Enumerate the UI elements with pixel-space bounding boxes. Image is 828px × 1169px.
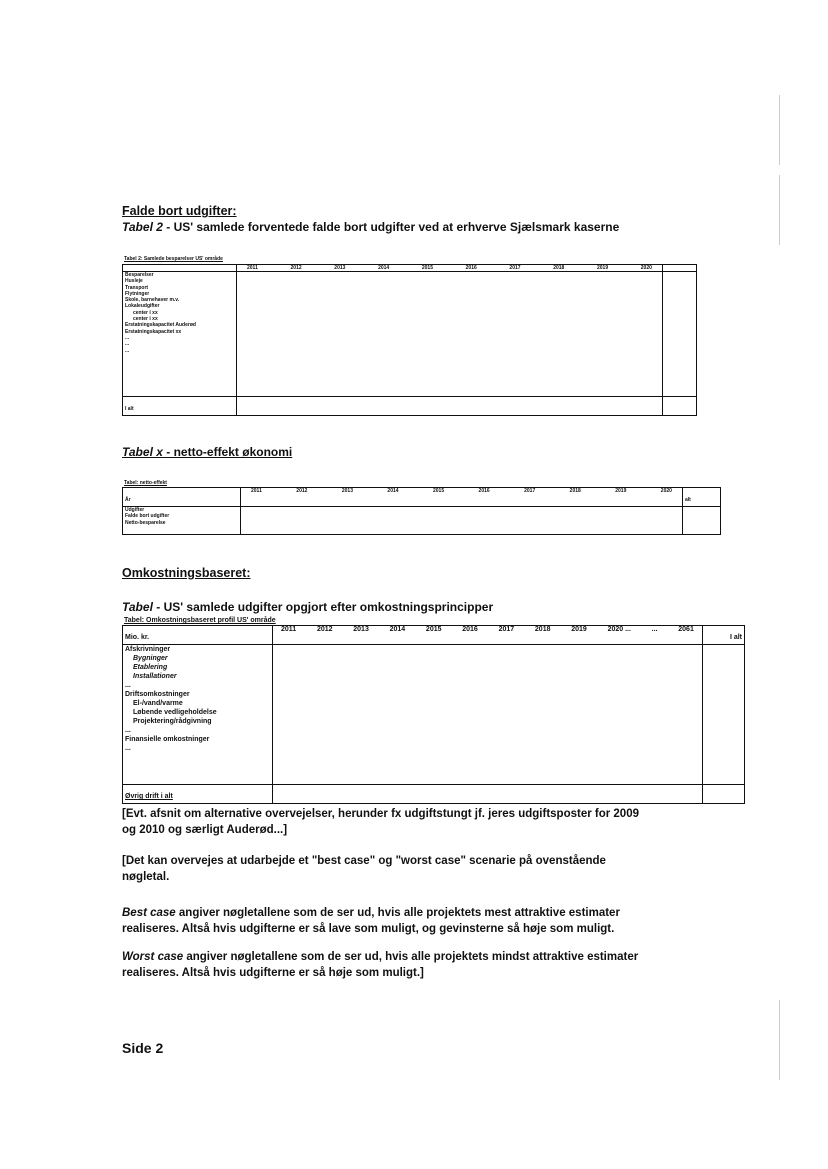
table-omkostningsbaseret — [122, 625, 745, 804]
year-header: 2019 — [615, 488, 627, 494]
caption-text: - US' samlede udgifter opgjort efter omkostningsprincipper — [152, 600, 494, 614]
row-label: Erstatningskapacitet xx — [125, 328, 182, 335]
paragraph-alternative: [Evt. afsnit om alternative overvejelser, herunder fx udgiftstungt jf. jeres udgiftsposter for 2009 og 2010 og særligt Auderød...] — [122, 808, 639, 836]
row-label: Flytninger — [125, 290, 150, 297]
years-header — [241, 488, 683, 507]
data-area — [241, 507, 683, 535]
year-header: 2013 — [353, 626, 369, 633]
row-label: Driftsomkostninger — [125, 691, 190, 698]
row-label: ... — [125, 334, 130, 341]
row-label: Etablering — [133, 664, 168, 671]
data-area — [237, 272, 663, 397]
footer-row-label: Øvrig drift i alt — [123, 785, 273, 804]
scan-edge-line — [779, 1000, 780, 1080]
caption-label: Tabel — [122, 600, 153, 614]
first-col-header: Mio. kr. — [123, 626, 273, 645]
year-header: 2011 — [247, 265, 258, 271]
best-case-label: Best case — [122, 907, 176, 919]
total-header: alt — [683, 488, 721, 507]
year-header: 2016 — [462, 626, 478, 633]
paragraph-scenarie: [Det kan overvejes at udarbejde et "best case" og "worst case" scenarie på ovenstående nøgletal. — [122, 855, 606, 883]
total-row-values — [237, 397, 663, 416]
year-header: 2015 — [432, 488, 445, 494]
table-netto-effekt — [122, 487, 721, 535]
years-header — [237, 265, 663, 272]
years-header — [273, 626, 703, 645]
header-cell — [123, 265, 237, 272]
total-column — [663, 272, 697, 397]
row-label: center i xx — [133, 316, 158, 323]
data-area — [273, 645, 703, 785]
year-header: 2016 — [465, 265, 477, 271]
row-label: center i xx — [133, 309, 158, 316]
total-header — [663, 265, 697, 272]
section-heading-falde-bort: Falde bort udgifter: — [122, 204, 237, 218]
year-header: 2018 — [534, 626, 551, 633]
year-header: 2012 — [290, 265, 302, 271]
table-falde-bort — [122, 264, 697, 416]
year-header: 2017 — [509, 265, 521, 271]
year-header: 2013 — [341, 488, 353, 494]
paragraph-best-case — [122, 905, 647, 937]
row-label: Skole, barnehaver m.v. — [125, 297, 180, 304]
year-header: 2017 — [498, 626, 515, 633]
row-label: ... — [125, 727, 131, 734]
year-header: 2014 — [389, 626, 406, 633]
year-header: 2014 — [378, 265, 390, 271]
row-label: Afskrivninger — [125, 646, 171, 653]
year-header: 2019 — [596, 265, 609, 271]
row-label: El-/vand/varme — [133, 700, 183, 707]
year-header: 2012 — [296, 488, 308, 494]
scan-edge-line — [779, 175, 780, 245]
total-header: I alt — [703, 626, 745, 645]
row-labels — [123, 272, 237, 397]
row-label: ... — [125, 347, 130, 354]
table-caption-2 — [122, 445, 292, 459]
year-header: 2014 — [387, 488, 399, 494]
row-label: Finansielle omkostninger — [125, 736, 210, 743]
year-header: 2012 — [316, 626, 333, 633]
year-header: 2013 — [334, 265, 346, 271]
worst-case-label: Worst case — [122, 951, 184, 963]
row-label: ... — [125, 341, 130, 348]
table-title: Tabel: Omkostningsbaseret profil US' område — [124, 617, 276, 624]
year-header: 2061 — [678, 626, 694, 633]
year-header: 2017 — [524, 488, 536, 494]
best-case-text: angiver nøgletallene som de ser ud, hvis alle projektets mest attraktive estimater realiseres. Altså hvis udgifterne er så lave som muligt, og gevinsterne så høje som muligt. — [122, 907, 620, 935]
row-label: Udgifter — [125, 507, 145, 513]
section-heading-omkostningsbaseret: Omkostningsbaseret: — [122, 566, 251, 580]
year-header: 2011 — [281, 626, 297, 633]
row-label: ... — [125, 682, 131, 689]
year-header: 2019 — [571, 626, 587, 633]
row-label: Transport — [125, 284, 149, 291]
year-header: 2020 ... — [607, 626, 631, 633]
caption-label: Tabel x — [122, 445, 163, 459]
year-header: 2015 — [425, 626, 442, 633]
total-column — [683, 507, 721, 535]
year-header: 2020 — [660, 488, 672, 494]
row-labels — [123, 507, 241, 535]
row-label: Installationer — [133, 673, 177, 680]
year-header: 2018 — [569, 488, 581, 494]
table-title: Tabel: netto-effekt — [124, 480, 167, 486]
first-col-header: År — [123, 488, 241, 507]
caption-text: - netto-effekt økonomi — [162, 445, 293, 459]
year-header: ... — [651, 626, 658, 633]
row-label: Netto-besparelse — [125, 519, 166, 526]
table-caption-1 — [122, 220, 762, 234]
total-row-sum — [663, 397, 697, 416]
total-row-label: I alt — [123, 397, 237, 416]
row-label: Besparelser — [125, 272, 154, 278]
row-label: ... — [125, 745, 131, 752]
row-label: Erstatningskapacitet Auderød — [125, 322, 196, 329]
row-label: Husleje — [125, 278, 143, 285]
caption-label: Tabel 2 — [122, 220, 163, 234]
footer-row-sum — [703, 785, 745, 804]
paragraph-worst-case — [122, 949, 647, 981]
table-caption-3 — [122, 600, 762, 614]
scan-edge-line — [779, 95, 780, 165]
total-column — [703, 645, 745, 785]
table-title: Tabel 2: Samlede besparelser US' område — [124, 256, 223, 262]
page-number: Side 2 — [122, 1040, 164, 1056]
row-label: Falde bort udgifter — [125, 513, 170, 520]
year-header: 2011 — [251, 488, 262, 494]
year-header: 2015 — [421, 265, 433, 271]
row-label: Bygninger — [133, 655, 168, 662]
row-label: Lokaleudgifter — [125, 303, 160, 310]
year-header: 2018 — [553, 265, 565, 271]
caption-text: - US' samlede forventede falde bort udgifter ved at erhverve Sjælsmark kaserne — [162, 220, 620, 234]
row-labels — [123, 645, 273, 785]
row-label: Projektering/rådgivning — [133, 718, 212, 725]
year-header: 2020 — [640, 265, 652, 271]
worst-case-text: angiver nøgletallene som de ser ud, hvis alle projektets mindst attraktive estimater realiseres. Altså hvis udgifterne er så høje som muligt.] — [122, 951, 639, 979]
footer-row-values — [273, 785, 703, 804]
year-header: 2016 — [478, 488, 490, 494]
row-label: Løbende vedligeholdelse — [133, 709, 217, 716]
